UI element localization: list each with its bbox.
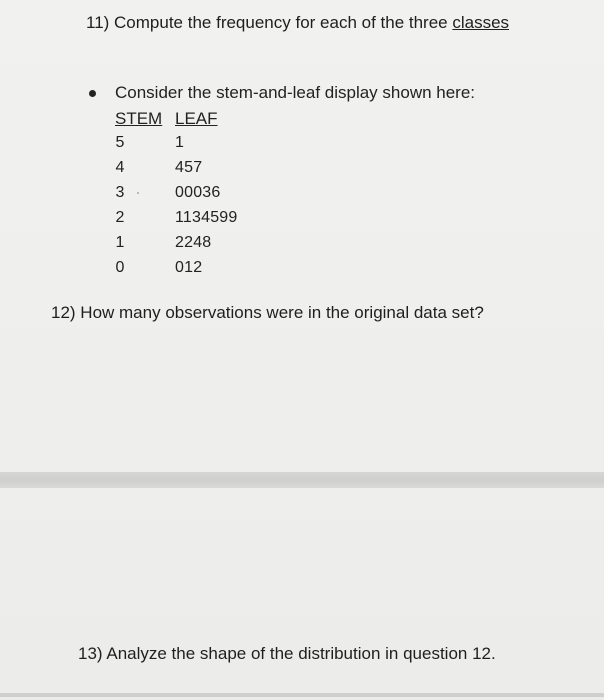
leaf-header: LEAF <box>175 109 218 128</box>
section-divider-band <box>0 472 604 488</box>
stem-header: STEM <box>115 109 163 128</box>
bullet-icon <box>89 90 96 97</box>
stem-value: 2 <box>115 209 125 226</box>
leaf-values: 2248 <box>175 234 212 251</box>
question-13: 13) Analyze the shape of the distribution in question 12. <box>78 644 496 663</box>
stem-value: 4 <box>115 159 125 176</box>
stem-leaf-row <box>0 134 604 156</box>
stem-leaf-row <box>0 234 604 256</box>
leaf-values: 1134599 <box>175 209 238 226</box>
question-11 <box>86 13 509 33</box>
stem-leaf-row <box>0 209 604 231</box>
leaf-values: 012 <box>175 259 203 276</box>
stem-leaf-intro: Consider the stem-and-leaf display shown here: <box>115 83 476 102</box>
stem-value: 5 <box>115 134 125 151</box>
leaf-values: 1 <box>175 134 185 151</box>
stem-value: 0 <box>115 259 125 276</box>
stem-leaf-row <box>0 159 604 181</box>
leaf-values: 457 <box>175 159 203 176</box>
question-12: 12) How many observations were in the original data set? <box>51 303 484 322</box>
stem-leaf-row <box>0 259 604 281</box>
question-11-underlined-word: classes <box>452 13 510 32</box>
stem-value: 3 <box>115 184 125 201</box>
question-11-text: 11) Compute the frequency for each of the three <box>86 13 453 32</box>
leaf-values: 00036 <box>175 184 221 201</box>
bottom-divider <box>0 693 604 697</box>
stem-leaf-row <box>0 184 604 206</box>
stem-value: 1 <box>115 234 125 251</box>
paper-speck <box>137 192 139 194</box>
